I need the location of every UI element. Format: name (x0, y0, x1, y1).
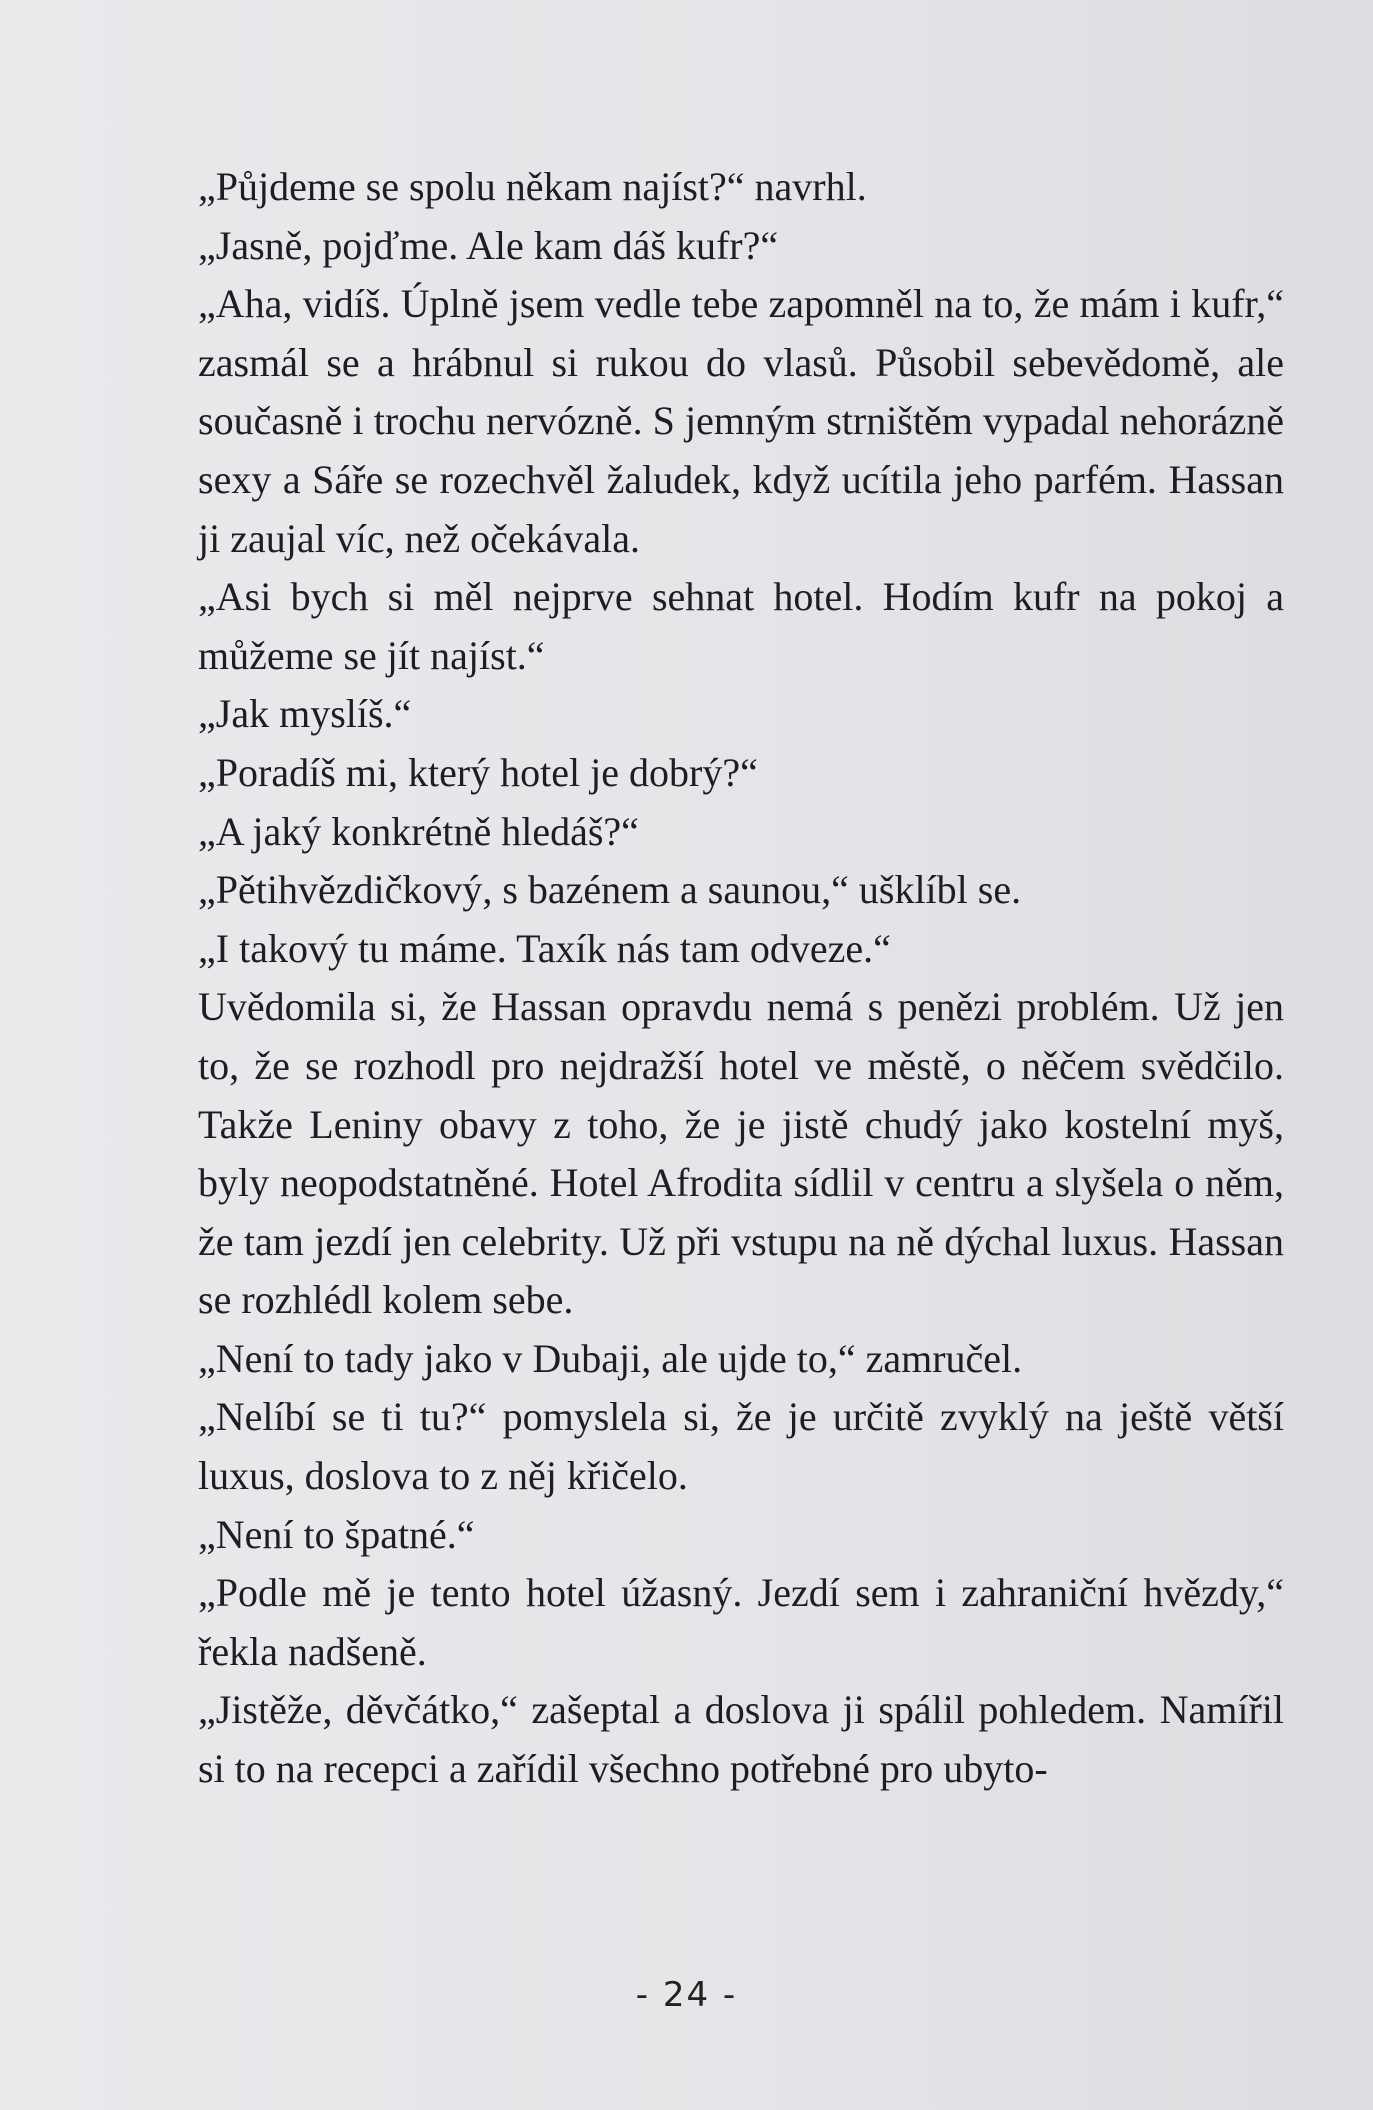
paragraph-8: „Pětihvězdičkový, s bazénem a saunou,“ ušklíbl se. (198, 867, 1022, 913)
paragraph-10: Uvědomila si, že Hassan opravdu nemá s penězi problém. Už jen to, že se rozhodl pro nejdražší hotel ve městě, o něčem svědčilo. Takže Leniny obavy z toho, že je jistě chudý jako kostelní myš, byly neopodstatněné. Hotel Afrodita sídlil v centru a slyšela o něm, že tam jezdí jen celebrity. Už při vstupu na ně dýchal luxus. Hassan se rozhlédl kolem sebe. (198, 984, 1284, 1323)
paragraph-12: „Nelíbí se ti tu?“ pomyslela si, že je určitě zvyklý na ještě větší luxus, doslova to z něj křičelo. (198, 1394, 1284, 1499)
paragraph-9: „I takový tu máme. Taxík nás tam odveze.“ (198, 925, 891, 971)
paragraph-2: „Jasně, pojďme. Ale kam dáš kufr?“ (198, 222, 779, 268)
paragraph-15: „Jistěže, děvčátko,“ zašeptal a doslova ji spálil pohledem. Namířil si to na recepci a zařídil všechno potřebné pro ubyto- (198, 1687, 1284, 1792)
paragraph-14: „Podle mě je tento hotel úžasný. Jezdí sem i zahraniční hvězdy,“ řekla nadšeně. (198, 1570, 1284, 1674)
paragraph-1: „Půjdeme se spolu někam najíst?“ navrhl. (198, 164, 867, 209)
page-number: - 24 - (635, 1975, 738, 2015)
paragraph-3: „Aha, vidíš. Úplně jsem vedle tebe zapomněl na to, že mám i kufr,“ zasmál se a hrábnul si rukou do vlasů. Působil sebevědomě, ale současně i trochu nervózně. S jemným strništěm vypadal nehorázně sexy a Sáře se rozechvěl žaludek, když ucítila jeho parfém. Hassan ji zaujal víc, než očekávala. (198, 281, 1284, 561)
paragraph-13: „Není to špatné.“ (198, 1511, 475, 1557)
paragraph-6: „Poradíš mi, který hotel je dobrý?“ (198, 749, 758, 795)
paragraph-5: „Jak myslíš.“ (198, 691, 412, 737)
paragraph-11: „Není to tady jako v Dubaji, ale ujde to,“ zamručel. (198, 1335, 1023, 1381)
paragraph-7: „A jaký konkrétně hledáš?“ (198, 808, 639, 854)
body-text (198, 158, 1284, 1799)
paragraph-4: „Asi bych si měl nejprve sehnat hotel. Hodím kufr na pokoj a můžeme se jít najíst.“ (198, 574, 1284, 678)
